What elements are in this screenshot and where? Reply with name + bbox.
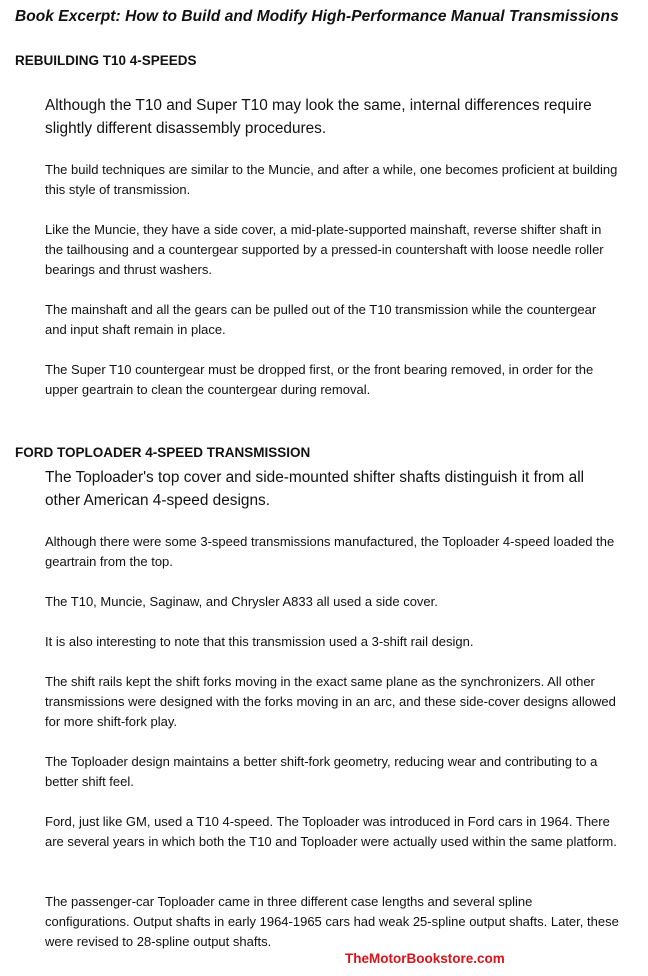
paragraph: The build techniques are similar to the Muncie, and after a while, one becomes proficient at building this style of transmission.: [45, 162, 618, 197]
paragraph: The shift rails kept the shift forks moving in the exact same plane as the synchronizers. All other transmissions were designed with the forks moving in an arc, and these side-cover designs allowed for more shift-fork play.: [45, 674, 616, 729]
page-title: Book Excerpt: How to Build and Modify High-Performance Manual Transmissions: [15, 8, 619, 25]
section-heading-toploader: FORD TOPLOADER 4-SPEED TRANSMISSION: [15, 445, 311, 460]
paragraph: Although there were some 3-speed transmissions manufactured, the Toploader 4-speed loaded the geartrain from the top.: [45, 534, 615, 569]
paragraph: The mainshaft and all the gears can be pulled out of the T10 transmission while the countergear and input shaft remain in place.: [45, 302, 597, 337]
site-link[interactable]: TheMotorBookstore.com: [345, 951, 505, 966]
paragraph: The Toploader design maintains a better shift-fork geometry, reducing wear and contributing to a better shift feel.: [45, 754, 598, 789]
section-lead-toploader: The Toploader's top cover and side-mounted shifter shafts distinguish it from all other American 4-speed designs.: [45, 469, 585, 509]
paragraph: Like the Muncie, they have a side cover, a mid-plate-supported mainshaft, reverse shifter shaft in the tailhousing and a countergear supported by a pressed-in countershaft with loose needle roller bearings and thrust washers.: [45, 222, 604, 277]
paragraph: The Super T10 countergear must be dropped first, or the front bearing removed, in order for the upper geartrain to clean the countergear during removal.: [45, 362, 594, 397]
paragraph: The T10, Muncie, Saginaw, and Chrysler A833 all used a side cover.: [45, 594, 438, 609]
section-heading-t10: REBUILDING T10 4-SPEEDS: [15, 53, 197, 68]
paragraph: It is also interesting to note that this transmission used a 3-shift rail design.: [45, 634, 474, 649]
section-lead-t10: Although the T10 and Super T10 may look the same, internal differences require slightly different disassembly procedures.: [45, 97, 592, 137]
paragraph: Ford, just like GM, used a T10 4-speed. The Toploader was introduced in Ford cars in 1964. There are several years in which both the T10 and Toploader were actually used within the same platform.: [45, 814, 617, 849]
paragraph: The passenger-car Toploader came in three different case lengths and several spline configurations. Output shafts in early 1964-1965 cars had weak 25-spline output shafts. Later, these were revised to 28-spline output shafts.: [45, 894, 619, 949]
